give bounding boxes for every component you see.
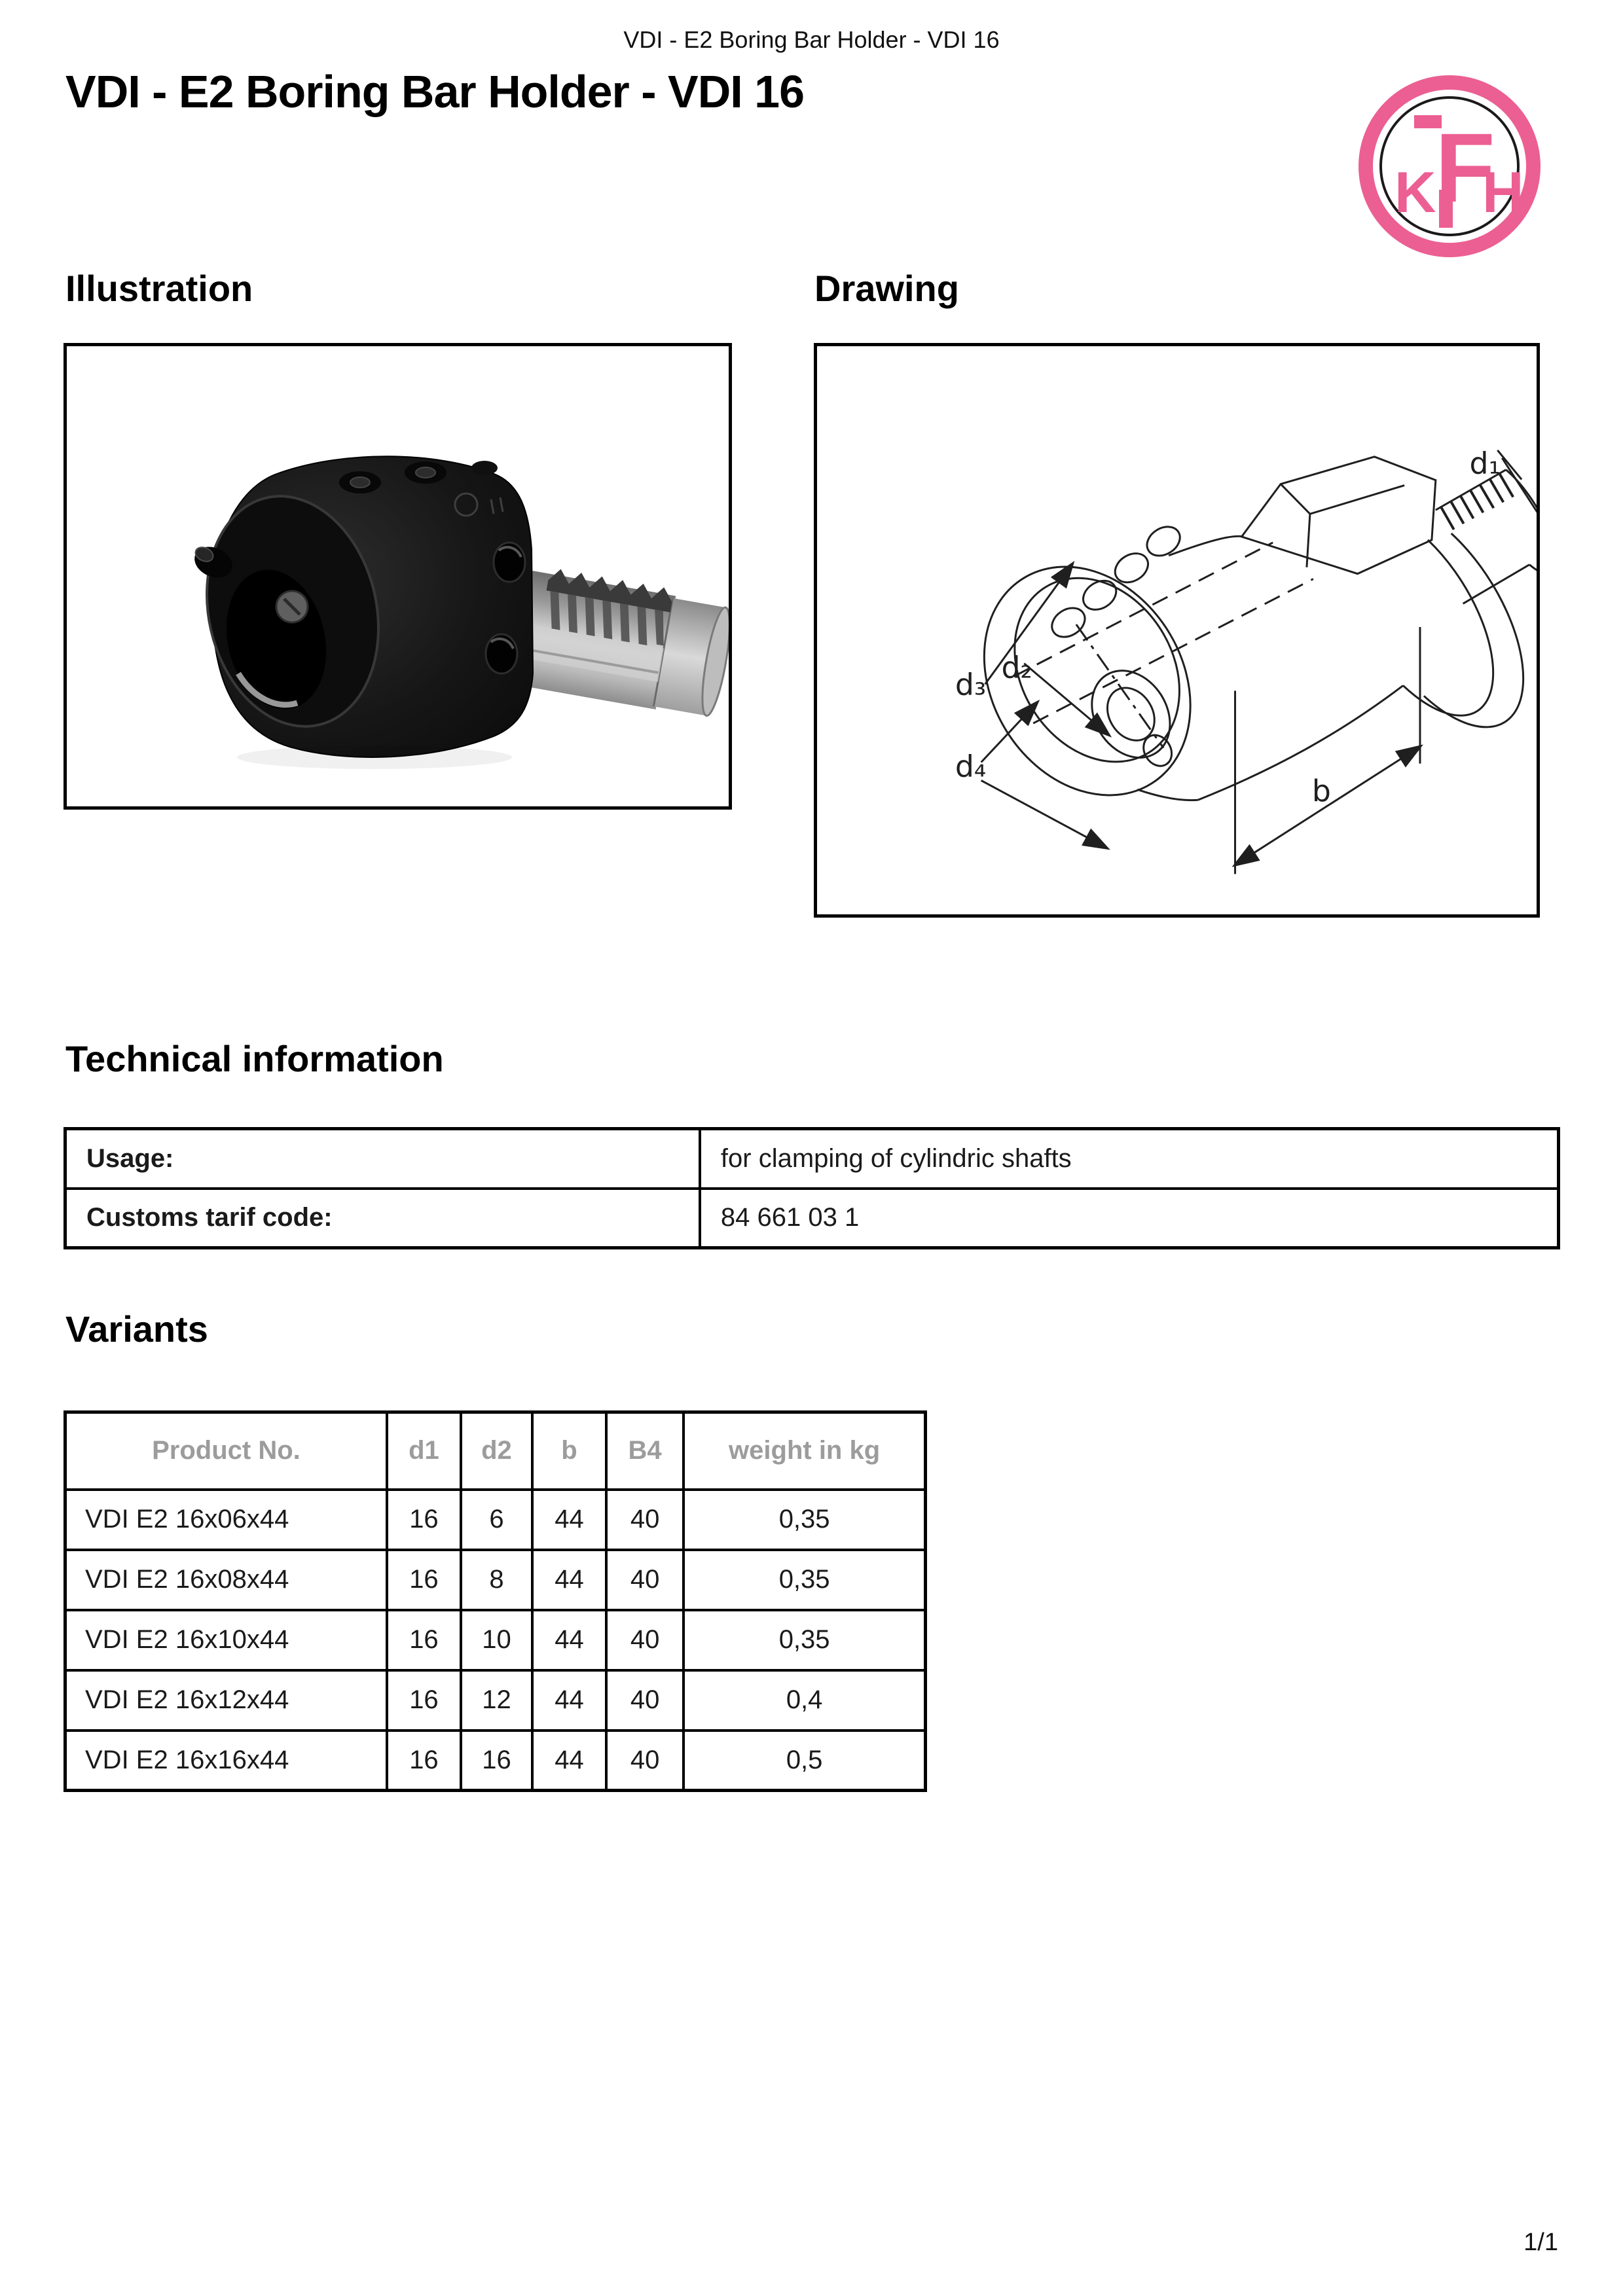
variant-value: 0,4 (684, 1670, 925, 1731)
label-d4: d₄ (955, 749, 987, 784)
variants-column-header: d2 (461, 1412, 532, 1490)
variants-table (64, 1410, 927, 1792)
technical-info-heading: Technical information (65, 1038, 444, 1079)
variant-product-no: VDI E2 16x06x44 (65, 1490, 387, 1550)
threaded-shank (511, 564, 729, 720)
variant-value: 40 (606, 1610, 684, 1670)
variant-value: 6 (461, 1490, 532, 1550)
variant-value: 16 (387, 1610, 461, 1670)
holder-body (185, 456, 533, 769)
logo-letter-k: K (1395, 160, 1436, 224)
variant-value: 16 (387, 1550, 461, 1610)
page-number: 1/1 (1523, 2229, 1558, 2256)
variant-product-no: VDI E2 16x08x44 (65, 1550, 387, 1610)
variant-value: 44 (532, 1490, 606, 1550)
variant-value: 44 (532, 1550, 606, 1610)
variants-row (65, 1610, 926, 1670)
label-d3: d₃ (955, 667, 987, 702)
variants-column-header: B4 (606, 1412, 684, 1490)
kfh-logo-icon (1357, 73, 1542, 259)
label-d1: d₁ (1469, 446, 1501, 481)
company-logo (1357, 73, 1542, 259)
product-photo (67, 346, 729, 806)
variant-value: 40 (606, 1490, 684, 1550)
variants-row (65, 1670, 926, 1731)
label-d2: d₂ (1001, 650, 1032, 685)
tech-info-label: Customs tarif code: (65, 1189, 700, 1248)
variant-value: 16 (387, 1670, 461, 1731)
label-b: b (1311, 774, 1331, 809)
variant-value: 16 (387, 1731, 461, 1791)
variant-value: 44 (532, 1731, 606, 1791)
drawing-hex-block (1241, 457, 1435, 574)
logo-letter-f: F (1435, 113, 1495, 223)
variants-heading: Variants (65, 1308, 208, 1350)
variants-row (65, 1731, 926, 1791)
illustration-heading: Illustration (65, 268, 253, 309)
document-header-text: VDI - E2 Boring Bar Holder - VDI 16 (623, 26, 1000, 53)
page-title: VDI - E2 Boring Bar Holder - VDI 16 (65, 66, 804, 117)
tech-info-value: for clamping of cylindric shafts (700, 1129, 1559, 1189)
drawing-shank (1436, 470, 1537, 604)
variant-product-no: VDI E2 16x16x44 (65, 1731, 387, 1791)
variant-product-no: VDI E2 16x10x44 (65, 1610, 387, 1670)
tech-info-row (65, 1189, 1559, 1248)
illustration-image-frame (64, 343, 732, 810)
drawing-heading: Drawing (814, 268, 959, 309)
variant-value: 40 (606, 1670, 684, 1731)
variants-column-header: b (532, 1412, 606, 1490)
variant-value: 40 (606, 1731, 684, 1791)
variants-column-header: Product No. (65, 1412, 387, 1490)
logo-letter-h: H (1482, 160, 1524, 224)
variant-value: 40 (606, 1550, 684, 1610)
variant-value: 16 (461, 1731, 532, 1791)
variants-header-row (65, 1412, 926, 1490)
variant-value: 10 (461, 1610, 532, 1670)
variants-column-header: d1 (387, 1412, 461, 1490)
drawing-dimension-labels (955, 446, 1501, 809)
technical-info-table (64, 1127, 1560, 1249)
variant-value: 0,35 (684, 1610, 925, 1670)
tech-info-row (65, 1129, 1559, 1189)
drawing-centerlines (1013, 543, 1313, 748)
drawing-image-frame (814, 343, 1540, 918)
variant-value: 44 (532, 1670, 606, 1731)
variant-product-no: VDI E2 16x12x44 (65, 1670, 387, 1731)
variants-row (65, 1550, 926, 1610)
variant-value: 0,5 (684, 1731, 925, 1791)
variant-value: 8 (461, 1550, 532, 1610)
variants-row (65, 1490, 926, 1550)
variants-column-header: weight in kg (684, 1412, 925, 1490)
technical-drawing (817, 346, 1537, 914)
tech-info-label: Usage: (65, 1129, 700, 1189)
variant-value: 0,35 (684, 1490, 925, 1550)
variant-value: 16 (387, 1490, 461, 1550)
variant-value: 44 (532, 1610, 606, 1670)
variant-value: 0,35 (684, 1550, 925, 1610)
variant-value: 12 (461, 1670, 532, 1731)
tech-info-value: 84 661 03 1 (700, 1189, 1559, 1248)
drawing-body (1137, 533, 1523, 800)
